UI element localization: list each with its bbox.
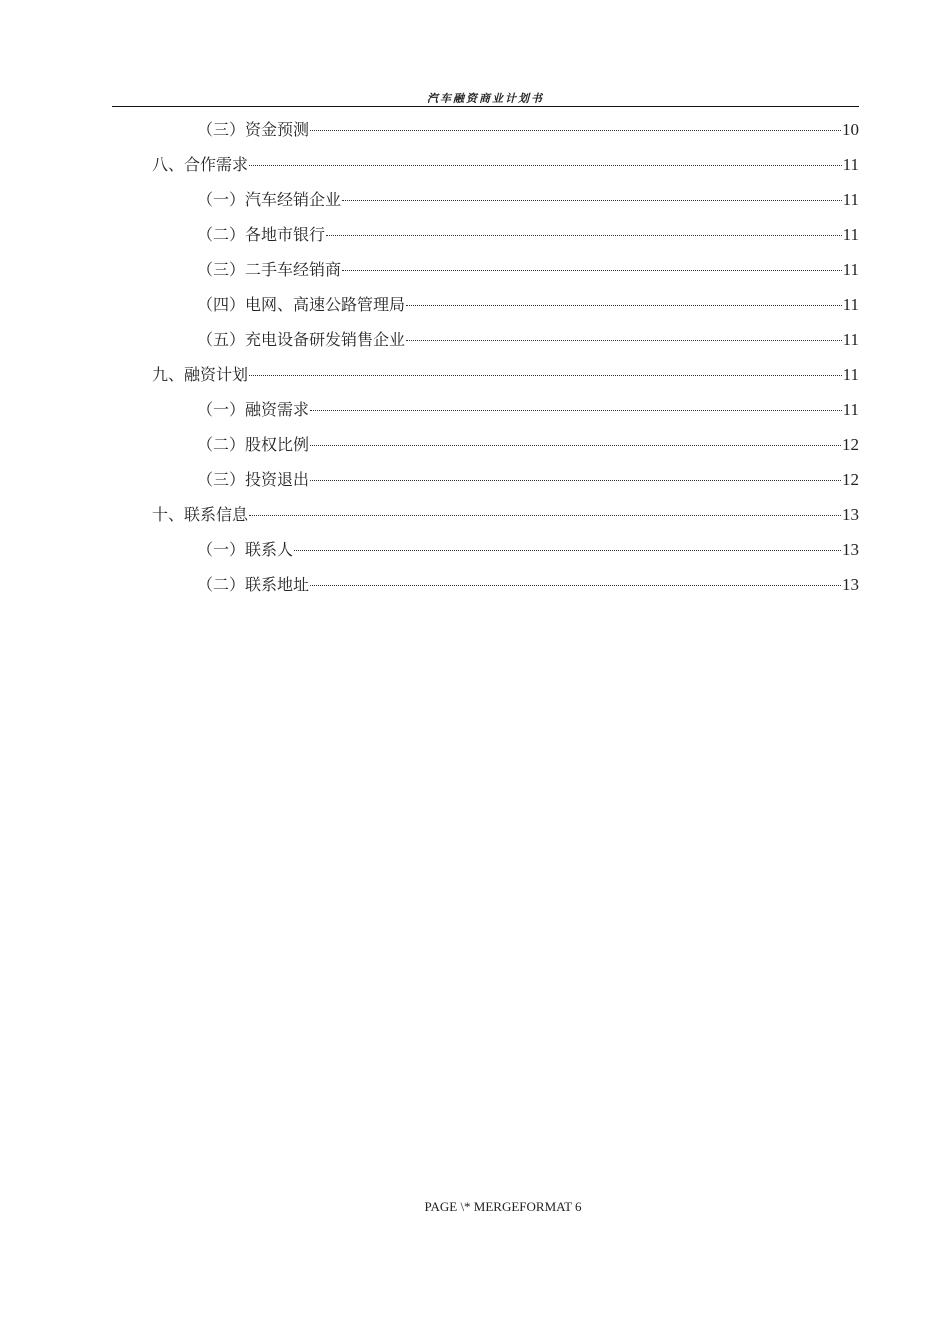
- page-footer: PAGE \* MERGEFORMAT 6: [424, 1199, 582, 1214]
- toc-page-number: 12: [842, 435, 859, 454]
- toc-dot-leader: [310, 130, 841, 131]
- table-of-contents: [152, 118, 859, 608]
- toc-entry-label: （二）各地市银行: [197, 225, 326, 244]
- toc-entry-label: （一）汽车经销企业: [197, 190, 342, 209]
- toc-dot-leader: [310, 585, 841, 586]
- toc-entry[interactable]: [152, 293, 859, 328]
- toc-entry[interactable]: [152, 468, 859, 503]
- toc-entry[interactable]: [152, 398, 859, 433]
- toc-entry-label: （一）联系人: [197, 540, 294, 559]
- toc-dot-leader: [310, 410, 842, 411]
- toc-entry-label: （三）资金预测: [197, 120, 310, 139]
- toc-page-number: 12: [842, 470, 859, 489]
- toc-dot-leader: [326, 235, 842, 236]
- header-title: 汽车融资商业计划书: [427, 92, 544, 105]
- toc-entry[interactable]: [152, 538, 859, 573]
- toc-entry[interactable]: [152, 188, 859, 223]
- toc-page-number: 11: [842, 400, 859, 419]
- toc-page-number: 11: [842, 155, 859, 174]
- toc-entry[interactable]: [152, 118, 859, 153]
- toc-entry-label: 十、联系信息: [152, 505, 249, 524]
- toc-page-number: 11: [842, 190, 859, 209]
- toc-entry-label: （五）充电设备研发销售企业: [197, 330, 406, 349]
- toc-dot-leader: [406, 305, 842, 306]
- toc-page-number: 13: [842, 540, 859, 559]
- toc-page-number: 13: [842, 505, 859, 524]
- toc-entry[interactable]: [152, 223, 859, 258]
- toc-page-number: 11: [842, 365, 859, 384]
- toc-page-number: 11: [842, 330, 859, 349]
- toc-entry[interactable]: [152, 328, 859, 363]
- toc-page-number: 10: [842, 120, 859, 139]
- toc-page-number: 13: [842, 575, 859, 594]
- toc-dot-leader: [249, 165, 842, 166]
- toc-entry[interactable]: [152, 573, 859, 608]
- toc-entry[interactable]: [152, 153, 859, 188]
- toc-entry-label: （一）融资需求: [197, 400, 310, 419]
- toc-entry-label: 九、融资计划: [152, 365, 249, 384]
- toc-dot-leader: [310, 480, 841, 481]
- toc-page-number: 11: [842, 295, 859, 314]
- toc-dot-leader: [249, 515, 841, 516]
- toc-entry-label: （二）联系地址: [197, 575, 310, 594]
- page-header: [112, 88, 859, 107]
- toc-entry[interactable]: [152, 503, 859, 538]
- toc-dot-leader: [310, 445, 841, 446]
- toc-dot-leader: [249, 375, 842, 376]
- toc-dot-leader: [342, 270, 842, 271]
- toc-dot-leader: [406, 340, 842, 341]
- toc-dot-leader: [342, 200, 842, 201]
- toc-entry[interactable]: [152, 258, 859, 293]
- toc-entry-label: （二）股权比例: [197, 435, 310, 454]
- toc-entry-label: 八、合作需求: [152, 155, 249, 174]
- toc-entry-label: （三）投资退出: [197, 470, 310, 489]
- toc-dot-leader: [294, 550, 841, 551]
- toc-entry-label: （三）二手车经销商: [197, 260, 342, 279]
- toc-page-number: 11: [842, 225, 859, 244]
- toc-entry[interactable]: [152, 433, 859, 468]
- toc-page-number: 11: [842, 260, 859, 279]
- toc-entry[interactable]: [152, 363, 859, 398]
- toc-entry-label: （四）电网、高速公路管理局: [197, 295, 406, 314]
